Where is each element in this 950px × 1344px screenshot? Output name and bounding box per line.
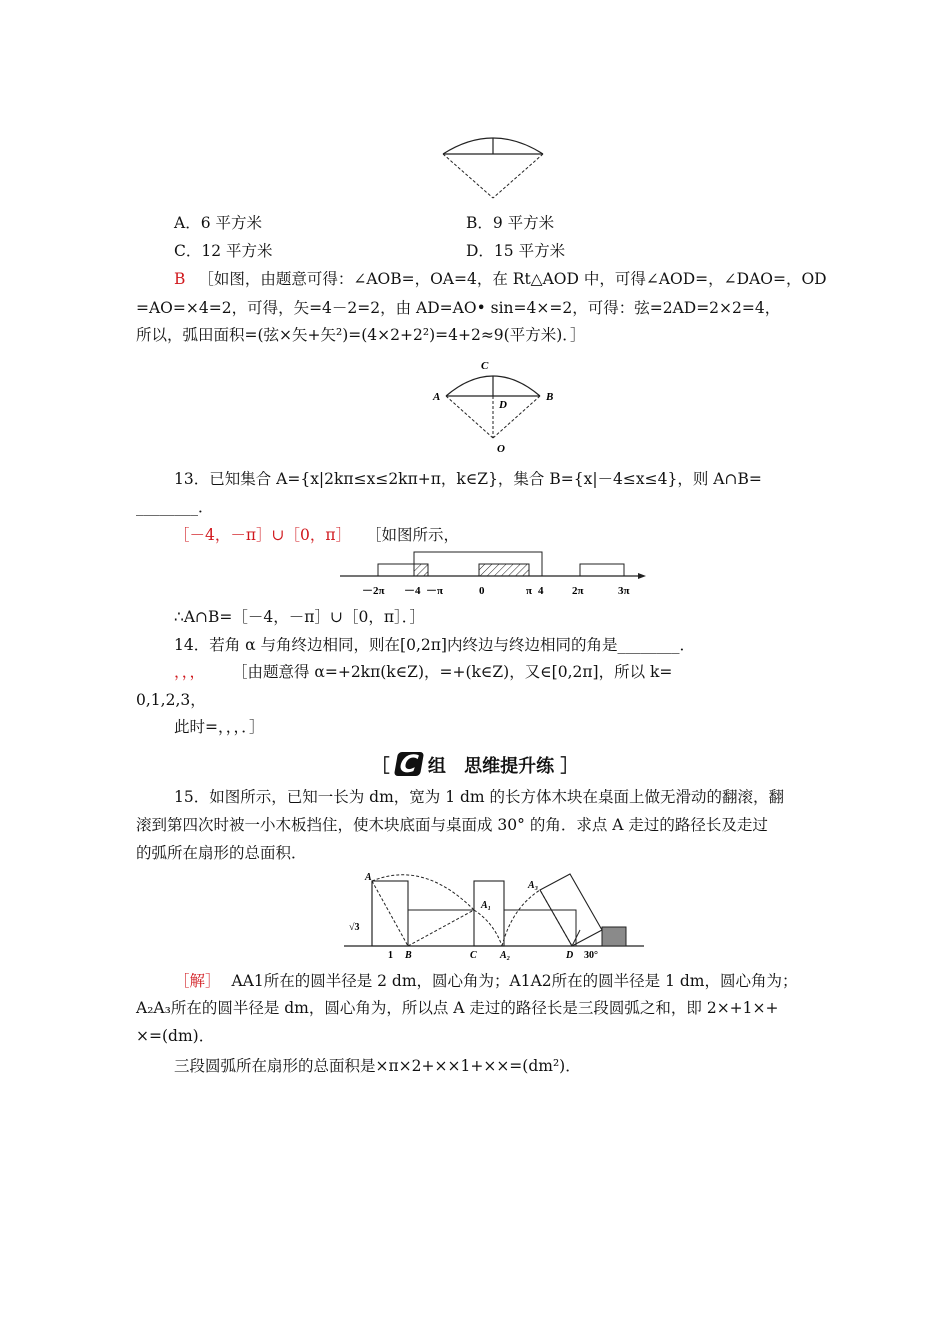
label-d: D <box>566 950 574 961</box>
q15-solution-line3: ×=(dm)． <box>136 1027 215 1045</box>
q13-stem-line1: 13．已知集合 A={x|2kπ≤x≤2kπ+π，k∈Z}，集合 B={x|－4≤x≤4}，则 A∩B= <box>174 470 762 488</box>
q15-solution-line1: ［解］ AA1所在的圆半径是 2 dm，圆心角为；A1A2所在的圆半径是 1 dm，圆心角为； <box>174 972 798 990</box>
number-line-figure <box>338 548 648 600</box>
q12-answer-letter: B <box>174 270 186 288</box>
tick-neg-2pi: －2π <box>362 585 385 597</box>
tick-4: 4 <box>538 585 544 597</box>
q15-stem-line1: 15．如图所示，已知一长为 dm，宽为 1 dm 的长方体木块在桌面上做无滑动的翻滚，翻 <box>174 788 785 806</box>
label-c: C <box>481 360 489 372</box>
q14-solution-line2: 0,1,2,3， <box>136 691 206 709</box>
q13-answer: ［－4，－π］∪［0，π］ <box>174 526 352 544</box>
q15-solution-tag: ［解］ <box>174 972 221 990</box>
label-b: B <box>405 950 412 961</box>
label-sqrt3: √3 <box>349 922 360 933</box>
label-one: 1 <box>388 950 393 961</box>
tick-3pi: 3π <box>618 585 630 597</box>
q12-solution-line3: 所以，弧田面积=(弦×矢+矢²)=(4×2+2²)=4+2≈9(平方米)．］ <box>136 326 586 344</box>
label-a: A <box>433 391 441 403</box>
q12-solution-line2: =AO=×4=2，可得，矢=4－2=2，由 AD=AO• sin=4×=2，可得：弦=2AD=2×2=4， <box>136 299 781 317</box>
option-c: C．12 平方米 <box>174 242 273 260</box>
q14-solution-line1: ，，， ［由题意得 α=+2kπ(k∈Z)，=+(k∈Z)，又∈[0,2π]，所以 k= <box>174 663 673 681</box>
tick-0: 0 <box>479 585 485 597</box>
option-b: B．9 平方米 <box>466 214 555 232</box>
q13-conclusion: ∴A∩B=［－4，－π］∪［0，π］．］ <box>174 608 426 626</box>
label-a: A <box>365 872 372 883</box>
q15-solution-line2: A₂A₃所在的圆半径是 dm，圆心角为，所以点 A 走过的路径长是三段圆弧之和，即 2×+1×+ <box>136 999 779 1017</box>
arc-field-labeled-figure <box>428 356 564 456</box>
label-30deg: 30° <box>584 950 598 961</box>
q14-stem: 14．若角 α 与角终边相同，则在[0,2π]内终边与终边相同的角是________． <box>174 636 695 654</box>
option-a: A．6 平方米 <box>174 214 262 232</box>
section-header: ［ C 组 思维提升练 ］ <box>371 750 579 778</box>
section-title: 思维提升练 <box>464 756 555 777</box>
label-c: C <box>470 950 477 961</box>
label-b: B <box>546 391 554 403</box>
q15-stem-line3: 的弧所在扇形的总面积． <box>136 844 307 862</box>
label-a3: A₃ <box>528 880 539 891</box>
label-d: D <box>499 399 507 411</box>
option-d: D．15 平方米 <box>466 242 566 260</box>
arc-field-figure <box>438 124 548 200</box>
q12-solution-line1: B ［如图，由题意可得：∠AOB=，OA=4，在 Rt△AOD 中，可得∠AOD=，∠DAO=，OD <box>174 270 827 288</box>
label-a1: A₁ <box>481 900 492 911</box>
q14-answer: ，，， <box>174 663 206 681</box>
tick-pi: π <box>526 585 533 597</box>
tick-2pi: 2π <box>572 585 584 597</box>
tick-neg-4: －4 <box>404 585 421 597</box>
label-a2: A₂ <box>500 950 511 961</box>
label-o: O <box>497 443 505 455</box>
q14-solution-line3: 此时=，，，．］ <box>174 718 265 736</box>
rolling-block-figure <box>344 868 644 960</box>
group-letter-badge: C <box>394 752 424 776</box>
q15-stem-line2: 滚到第四次时被一小木板挡住，使木块底面与桌面成 30° 的角．求点 A 走过的路径长及走过 <box>136 816 768 834</box>
q13-stem-line2: ________． <box>136 498 214 516</box>
tick-neg-pi: －π <box>426 585 444 597</box>
q15-solution-line4: 三段圆弧所在扇形的总面积是×π×2+××1+××=(dm²)． <box>174 1057 581 1075</box>
q13-solution-line: ［－4，－π］∪［0，π］ ［如图所示， <box>174 526 460 544</box>
